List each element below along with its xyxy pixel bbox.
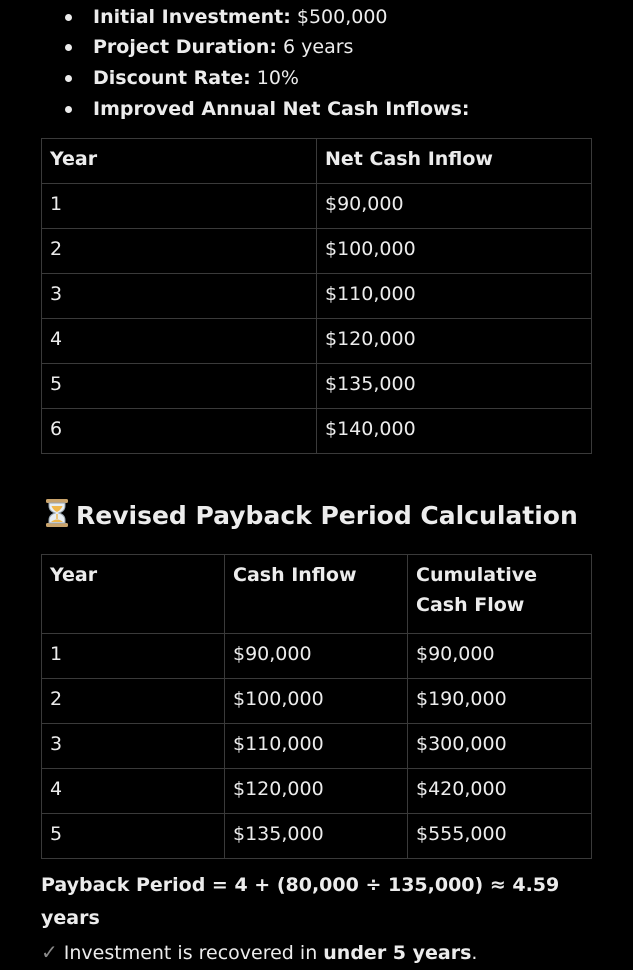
year-cell: 4 bbox=[42, 319, 317, 364]
table-row bbox=[42, 814, 592, 859]
inflow-cell: $110,000 bbox=[317, 274, 592, 319]
inflow-cell: $140,000 bbox=[317, 409, 592, 454]
year-cell: 2 bbox=[42, 679, 225, 724]
inflow-cell: $120,000 bbox=[317, 319, 592, 364]
year-cell: 6 bbox=[42, 409, 317, 454]
column-header-net-cash-inflow: Net Cash Inflow bbox=[317, 139, 592, 184]
year-cell: 2 bbox=[42, 229, 317, 274]
cumulative-cell: $90,000 bbox=[408, 634, 592, 679]
table-row bbox=[42, 274, 592, 319]
bullet-discount-rate: Discount Rate: 10% bbox=[93, 63, 299, 93]
payback-formula: Payback Period = 4 + (80,000 ÷ 135,000) ≈ 4.59 years bbox=[41, 874, 560, 929]
cumulative-cell: $555,000 bbox=[408, 814, 592, 859]
column-header-year: Year bbox=[42, 139, 317, 184]
year-cell: 1 bbox=[42, 184, 317, 229]
cumulative-cell: $420,000 bbox=[408, 769, 592, 814]
table-row bbox=[42, 184, 592, 229]
table-row bbox=[42, 409, 592, 454]
year-cell: 3 bbox=[42, 274, 317, 319]
bullet-initial-investment: Initial Investment: $500,000 bbox=[93, 2, 388, 32]
cash-inflow-cell: $120,000 bbox=[225, 769, 408, 814]
table-row bbox=[42, 364, 592, 409]
table-header-row bbox=[42, 555, 592, 634]
year-cell: 3 bbox=[42, 724, 225, 769]
table-row bbox=[42, 319, 592, 364]
year-cell: 5 bbox=[42, 814, 225, 859]
year-cell: 4 bbox=[42, 769, 225, 814]
inflow-cell: $135,000 bbox=[317, 364, 592, 409]
column-header-year: Year bbox=[42, 555, 225, 634]
cash-inflow-cell: $110,000 bbox=[225, 724, 408, 769]
section-title: Revised Payback Period Calculation bbox=[76, 501, 578, 530]
cumulative-cell: $300,000 bbox=[408, 724, 592, 769]
cash-inflow-cell: $100,000 bbox=[225, 679, 408, 724]
table-row bbox=[42, 634, 592, 679]
hourglass-icon bbox=[44, 498, 70, 540]
cash-inflow-cell: $90,000 bbox=[225, 634, 408, 679]
year-cell: 1 bbox=[42, 634, 225, 679]
year-cell: 5 bbox=[42, 364, 317, 409]
table-row bbox=[42, 724, 592, 769]
conclusion-text-bold: under 5 years bbox=[323, 942, 472, 964]
net-cash-inflow-table bbox=[41, 138, 592, 454]
inflow-cell: $90,000 bbox=[317, 184, 592, 229]
conclusion-text-before: Investment is recovered in bbox=[63, 942, 324, 964]
column-header-cash-inflow: Cash Inflow bbox=[225, 555, 408, 634]
table-row bbox=[42, 229, 592, 274]
table-header-row bbox=[42, 139, 592, 184]
cumulative-cell: $190,000 bbox=[408, 679, 592, 724]
payback-period-table bbox=[41, 554, 592, 859]
bullet-annual-inflows: Improved Annual Net Cash Inflows: bbox=[93, 94, 470, 124]
section-heading bbox=[44, 496, 578, 540]
cash-inflow-cell: $135,000 bbox=[225, 814, 408, 859]
table-row bbox=[42, 769, 592, 814]
conclusion-text-after: . bbox=[471, 942, 478, 964]
conclusion-line bbox=[41, 936, 477, 970]
bullet-project-duration: Project Duration: 6 years bbox=[93, 32, 353, 62]
checkmark-icon: ✓ bbox=[41, 940, 58, 964]
column-header-cumulative-cash-flow: Cumulative Cash Flow bbox=[408, 555, 592, 634]
table-row bbox=[42, 679, 592, 724]
inflow-cell: $100,000 bbox=[317, 229, 592, 274]
